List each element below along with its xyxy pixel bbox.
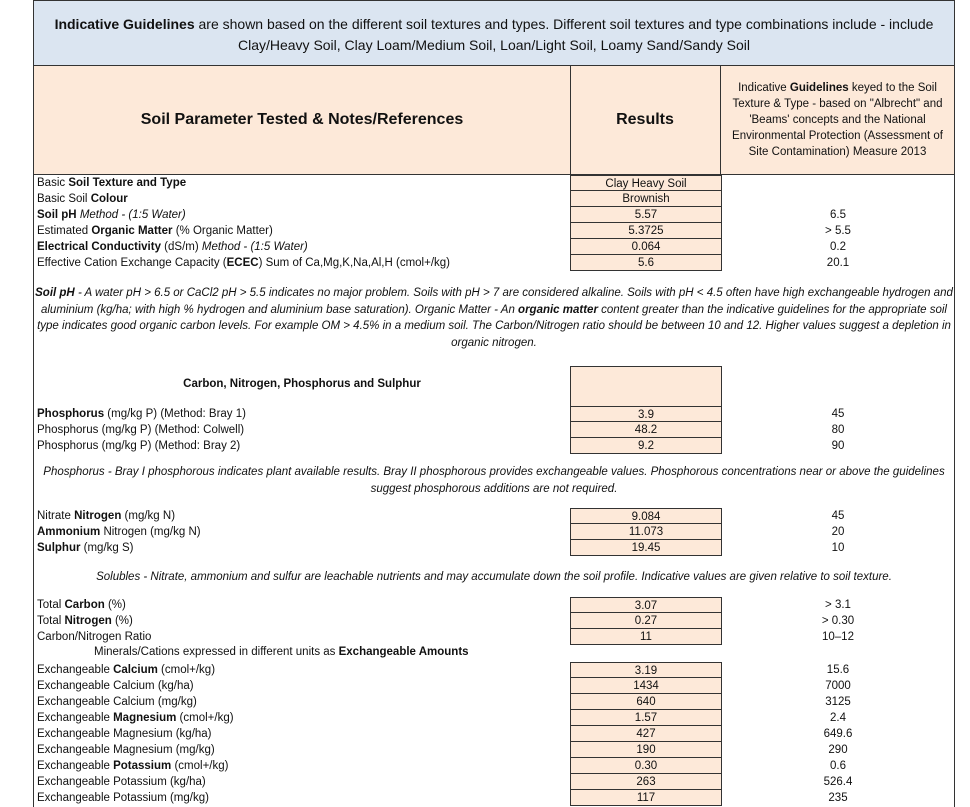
param-label: Exchangeable Calcium (kg/ha) [37,680,194,692]
guideline-cell: 6.5 [830,209,846,221]
guideline-cell: > 5.5 [825,225,851,237]
result-cell: 5.3725 [570,223,722,239]
param-label: Total Nitrogen (%) [37,615,133,627]
guideline-cell: 290 [828,744,848,756]
notice-bold: Indicative Guidelines [54,16,195,32]
result-cell: 1434 [570,678,722,694]
guideline-cell: 20 [831,526,845,538]
param-label: Sulphur (mg/kg S) [37,542,134,554]
cnps-title: Carbon, Nitrogen, Phosphorus and Sulphur [183,378,421,390]
table-row [34,790,954,806]
guidelines-header: Indicative Guidelines keyed to the Soil Texture & Type - based on "Albrecht" and 'Beams' concepts and the National Environmental Protection (Assessment of Site Contamination) Measure 2013 [732,82,943,158]
param-label: Basic Soil Texture and Type [37,177,187,189]
table-row [34,508,954,524]
guidelines-notice [34,0,954,66]
result-cell: 5.6 [570,255,722,271]
result-cell: 0.30 [570,758,722,774]
param-label: Carbon/Nitrogen Ratio [37,631,152,643]
soil-report-sheet [33,0,955,807]
param-header: Soil Parameter Tested & Notes/References [34,66,571,174]
result-cell: 1.57 [570,710,722,726]
result-cell: 3.19 [570,662,722,678]
param-label: Exchangeable Calcium (mg/kg) [37,696,197,708]
param-label: Exchangeable Magnesium (mg/kg) [37,744,215,756]
result-cell: 3.9 [570,406,722,422]
result-cell: 9.084 [570,508,722,524]
result-cell: 19.45 [570,540,722,556]
result-cell: Brownish [570,191,722,207]
table-row [34,742,954,758]
param-label: Basic Soil Colour [37,193,128,205]
guideline-cell: 235 [828,792,848,804]
minerals-heading: Minerals/Cations expressed in different units as Exchangeable Amounts [94,646,469,658]
table-row [34,438,954,454]
guideline-cell: 649.6 [823,728,853,740]
result-cell: 427 [570,726,722,742]
guideline-cell: 2.4 [830,712,846,724]
table-row [34,191,954,207]
table-row [34,774,954,790]
result-cell: 48.2 [570,422,722,438]
table-header [34,66,954,175]
table-row [34,239,954,255]
table-row [34,524,954,540]
result-cell: 5.57 [570,207,722,223]
result-cell: Clay Heavy Soil [570,175,722,191]
result-cell: 0.064 [570,239,722,255]
ph-note: Soil pH - A water pH > 6.5 or CaCl2 pH > 5.5 indicates no major problem. Soils with pH > 7 are considered alkaline. Soils with pH < 4.5 often have high exchangeable hydrogen and aluminium (kg/ha; with high % hydrogen and aluminium base saturation). Organic Matter - An organic matter content greater than the indicative guidelines for the appropriate soil type indicates good organic carbon levels. For example OM > 4.5% in a medium soil. The Carbon/Nitrogen ratio should be between 10 and 12. Higher values suggest a depletion in organic nitrogen. [35,287,953,349]
table-row [34,422,954,438]
result-cell: 263 [570,774,722,790]
param-label: Exchangeable Potassium (kg/ha) [37,776,206,788]
table-row [34,207,954,223]
table-row [34,710,954,726]
table-row [34,223,954,239]
guideline-cell: > 3.1 [825,599,851,611]
table-row [34,255,954,271]
guideline-cell: 15.6 [826,664,850,676]
param-label: Total Carbon (%) [37,599,126,611]
guideline-cell: 20.1 [826,257,850,269]
result-cell: 11 [570,629,722,645]
param-label: Soil pH Method - (1:5 Water) [37,209,186,221]
guideline-cell: 0.2 [830,241,846,253]
guideline-cell: 526.4 [823,776,853,788]
param-label: Phosphorus (mg/kg P) (Method: Colwell) [37,424,245,436]
result-cell: 0.27 [570,613,722,629]
param-label: Exchangeable Potassium (mg/kg) [37,792,209,804]
table-row [34,613,954,629]
param-label: Exchangeable Magnesium (kg/ha) [37,728,212,740]
guideline-cell: 80 [831,424,845,436]
table-row [34,406,954,422]
solubles-note: Solubles - Nitrate, ammonium and sulfur are leachable nutrients and may accumulate down the soil profile. Indicative values are given relative to soil texture. [96,571,892,583]
param-label: Phosphorus (mg/kg P) (Method: Bray 1) [37,408,246,420]
guideline-cell: 10–12 [822,631,854,643]
table-row [34,175,954,191]
guideline-cell: 3125 [825,696,851,708]
table-row [34,540,954,556]
param-label: Exchangeable Calcium (cmol+/kg) [37,664,216,676]
guideline-cell: > 0.30 [821,615,855,627]
param-label: Exchangeable Potassium (cmol+/kg) [37,760,229,772]
param-label: Ammonium Nitrogen (mg/kg N) [37,526,201,538]
guideline-cell: 10 [831,542,845,554]
notice-text: are shown based on the different soil textures and types. Different soil textures and type combinations include - include Clay/Heavy Soil, Clay Loam/Medium Soil, Loan/Light Soil, Loamy Sand/Sandy Soil [194,16,934,53]
result-cell: 9.2 [570,438,722,454]
guideline-cell: 7000 [825,680,851,692]
param-label: Nitrate Nitrogen (mg/kg N) [37,510,176,522]
param-label: Exchangeable Magnesium (cmol+/kg) [37,712,234,724]
param-label: Phosphorus (mg/kg P) (Method: Bray 2) [37,440,241,452]
result-cell: 11.073 [570,524,722,540]
table-row [34,662,954,678]
cnps-result-box [570,366,722,407]
param-label: Electrical Conductivity (dS/m) Method - (1:5 Water) [37,241,308,253]
guideline-cell: 90 [831,440,845,452]
guideline-cell: 0.6 [830,760,846,772]
table-row [34,597,954,613]
table-row [34,726,954,742]
result-cell: 3.07 [570,597,722,613]
result-cell: 117 [570,790,722,806]
table-row [34,629,954,645]
result-cell: 640 [570,694,722,710]
phosphorus-note: Phosphorus - Bray I phosphorous indicates plant available results. Bray II phosphorous provides exchangeable values. Phosphorous concentrations near or above the guidelines suggest phosphorous additions are not required. [43,466,945,495]
results-header: Results [570,66,721,174]
guideline-cell: 45 [831,408,845,420]
param-label: Effective Cation Exchange Capacity (ECEC) Sum of Ca,Mg,K,Na,Al,H (cmol+/kg) [37,257,450,269]
table-row [34,694,954,710]
table-row [34,678,954,694]
result-cell: 190 [570,742,722,758]
guideline-cell: 45 [831,510,845,522]
table-row [34,758,954,774]
param-label: Estimated Organic Matter (% Organic Matter) [37,225,273,237]
